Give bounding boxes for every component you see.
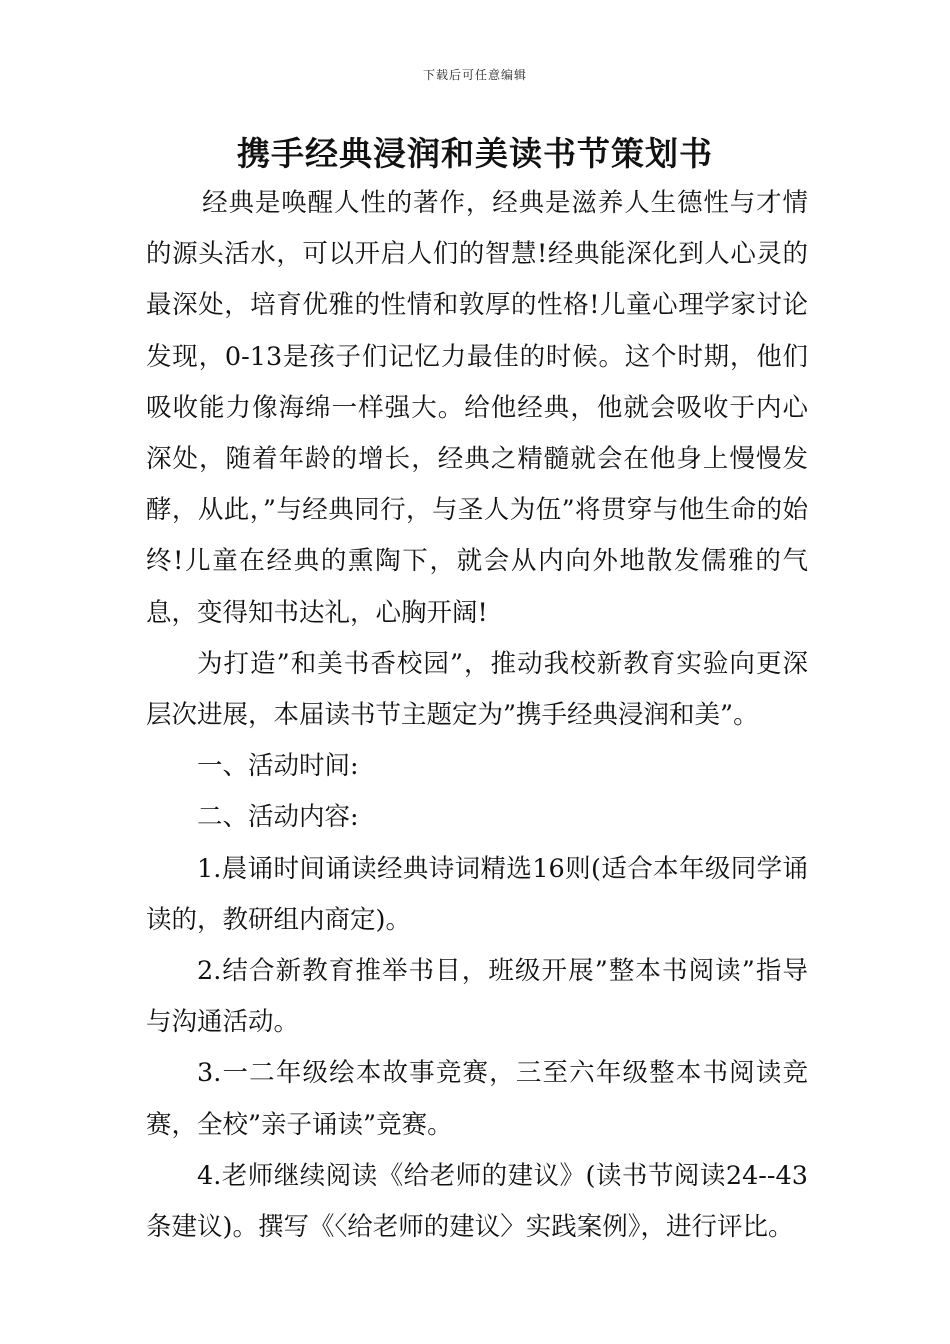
list-item: 2.结合新教育推举书目，班级开展”整本书阅读”指导与沟通活动。 bbox=[146, 956, 808, 1038]
list-item: 1.晨诵时间诵读经典诗词精选16则(适合本年级同学诵读的，教研组内商定)。 bbox=[146, 853, 808, 935]
section-heading-time: 一、活动时间: bbox=[197, 751, 359, 782]
list-item: 4.老师继续阅读《给老师的建议》(读书节阅读24--43条建议)。撰写《〈给老师的建议〉实践案例》，进行评比。 bbox=[146, 1160, 808, 1243]
theme-paragraph: 为打造”和美书香校园”，推动我校新教育实验向更深层次进展，本届读书节主题定为”携手经典浸润和美”。 bbox=[146, 648, 808, 731]
list-item: 3.一二年级绘本故事竞赛，三至六年级整本书阅读竞赛，全校”亲子诵读”竞赛。 bbox=[146, 1058, 808, 1140]
document-title: 携手经典浸润和美读书节策划书 bbox=[237, 134, 713, 173]
intro-paragraph: 经典是唤醒人性的著作，经典是滋养人生德性与才情的源头活水，可以开启人们的智慧!经典能深化到人心灵的最深处，培育优雅的性情和敦厚的性格!儿童心理学家讨论发现，0-13是孩子们记忆力最佳的时候。这个时期，他们吸收能力像海绵一样强大。给他经典，他就会吸收于内心深处，随着年龄的增长，经典之精髓就会在他身上慢慢发酵，从此，”与经典同行，与圣人为伍”将贯穿与他生命的始终!儿童在经典的熏陶下，就会从内向外地散发儒雅的气息，变得知书达礼，心胸开阔! bbox=[146, 188, 808, 628]
header-note: 下载后可任意编辑 bbox=[422, 68, 527, 82]
document-body bbox=[146, 178, 808, 1253]
section-heading-content: 二、活动内容: bbox=[197, 802, 359, 833]
